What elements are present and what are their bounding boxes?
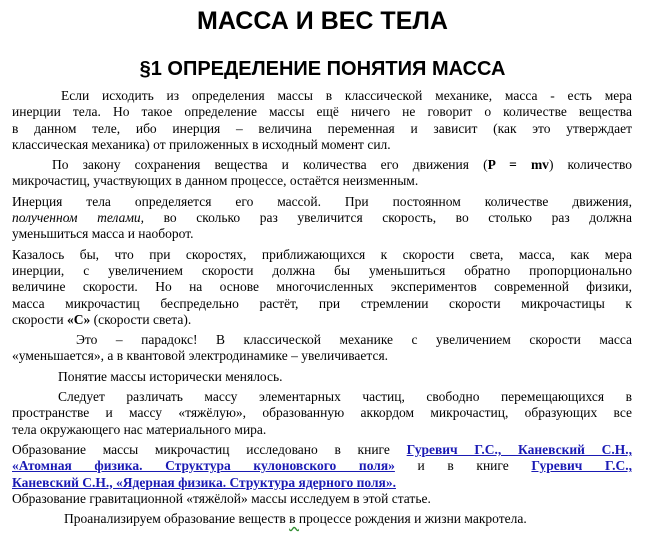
paragraph-line: Казалось бы, что при скоростях, приближающихся к скорости света, масса, как мера: [12, 246, 632, 262]
paragraph-light-speed: [12, 247, 632, 328]
paragraph-line: тела окружающего нас материального мира.: [12, 421, 267, 437]
book-link-atomic-physics[interactable]: «Атомная физика. Структура кулоновского поля»: [12, 458, 395, 474]
text-segment: и в книге: [394, 458, 532, 474]
paragraph-line: масса микрочастиц беспредельно растёт, при стремлении скорости микрочастицы к: [12, 295, 632, 311]
text-segment: Проанализируем образование веществ: [64, 511, 290, 527]
paragraph-line: инерции тела. Но такое определение массы ещё ничего не говорит о количестве вещества: [12, 104, 632, 120]
text-segment: По закону сохранения вещества и количества его движения (: [52, 157, 488, 173]
italic-phrase: полученном телами,: [12, 210, 145, 226]
paragraph-line: [12, 312, 632, 328]
paragraph-line: величине скорости. Но на основе многочисленных экспериментов современной физики,: [12, 279, 632, 295]
paragraph-line: Следует различать массу элементарных частиц, свободно перемещающихся в: [58, 389, 632, 405]
paragraph-line: Это – парадокс! В классической механике с увеличением скорости масса: [76, 332, 632, 348]
paragraph-line: Инерция тела определяется его массой. При постоянном количестве движения,: [12, 193, 632, 209]
paragraph-line: [12, 511, 632, 527]
text-segment: во сколько раз увеличится скорость, во столько раз должна: [144, 210, 632, 226]
paragraph-line: уменьшиться масса и наоборот.: [12, 226, 194, 242]
text-segment: скорости: [12, 311, 67, 327]
paragraph-line: [12, 157, 632, 173]
paragraph-line: [12, 210, 632, 226]
document-body: [12, 88, 632, 527]
text-segment: ) количество: [548, 157, 632, 173]
paragraph-line: Образование гравитационной «тяжёлой» массы исследуем в этой статье.: [12, 490, 431, 506]
text-segment: процессе рождения и жизни макротела.: [298, 511, 527, 527]
book-link-atomic-physics[interactable]: Гуревич Г.С., Каневский С.Н.,: [406, 441, 632, 457]
paragraph-line: классическая механика) от приложенных в исходный момент сил.: [12, 136, 391, 152]
paragraph-line: [12, 458, 632, 474]
book-link-nuclear-physics[interactable]: Каневский С.Н., «Ядерная физика. Структура ядерного поля».: [12, 474, 396, 490]
paragraph-analysis: [12, 511, 632, 527]
book-link-nuclear-physics[interactable]: Гуревич Г.С.,: [531, 458, 632, 474]
paragraph-line: микрочастиц, участвующих в данном процессе, остаётся неизменным.: [12, 173, 419, 189]
page-title: МАССА И ВЕС ТЕЛА: [197, 7, 448, 35]
paragraph-inertia: [12, 194, 632, 243]
paragraph-mass-types: [12, 389, 632, 438]
paragraph-mass-definition: [12, 88, 632, 153]
spellcheck-mark: в: [289, 511, 299, 527]
paragraph-line: [12, 442, 632, 458]
speed-of-light-symbol: «С»: [66, 311, 91, 327]
paragraph-line: [12, 475, 632, 491]
paragraph-references: [12, 442, 632, 507]
paragraph-line: «уменьшается», а в квантовой электродинамике – увеличивается.: [12, 348, 389, 364]
paragraph-paradox: [12, 332, 632, 365]
paragraph-line: Понятие массы исторически менялось.: [58, 368, 283, 384]
section-title: §1 ОПРЕДЕЛЕНИЕ ПОНЯТИЯ МАССА: [139, 58, 506, 80]
paragraph-conservation-law: [12, 157, 632, 190]
paragraph-line: пространстве и массу «тяжёлую», образованную аккордом микрочастиц, образующих все: [12, 405, 632, 421]
paragraph-line: в данном теле, ибо инерция – величина переменная и зависит (как это утверждает: [12, 120, 632, 136]
formula: P = mv: [487, 157, 549, 173]
paragraph-history: [12, 369, 632, 385]
text-segment: Образование массы микрочастиц исследовано в книге: [12, 441, 407, 457]
text-segment: (скорости света).: [90, 311, 192, 327]
paragraph-line: инерции, с увеличением скорости должна бы уменьшиться обратно пропорционально: [12, 262, 632, 278]
paragraph-line: Если исходить из определения массы в классической механике, масса - есть мера: [61, 88, 632, 103]
